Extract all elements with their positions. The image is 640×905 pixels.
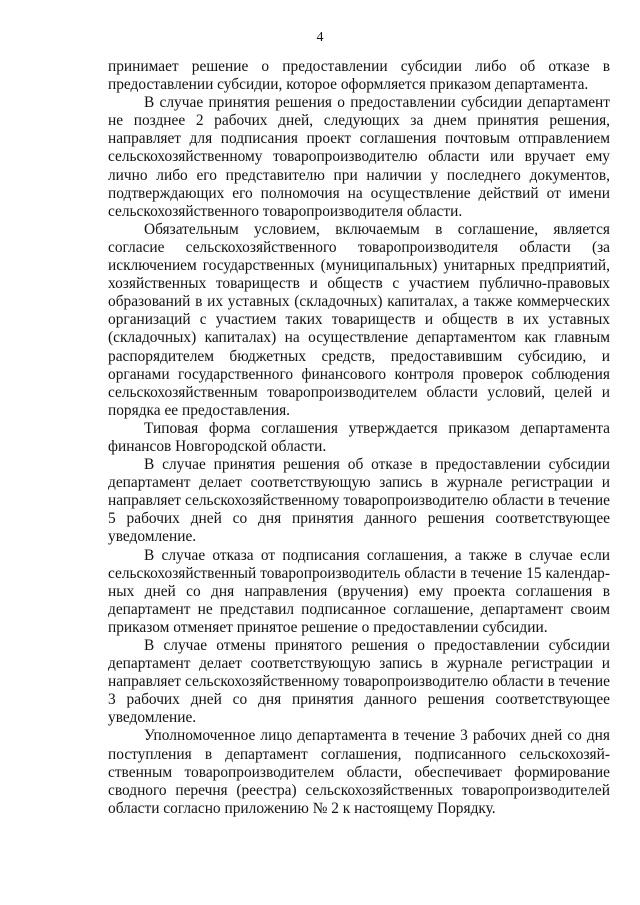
document-body xyxy=(108,58,610,818)
paragraph-registry-formation: Уполномоченное лицо департамента в течение 3 рабочих дней со дня поступления в департамент соглашения, подписанного сельскохозяйственным товаропроизводителем области, обеспечивает формирование сводного перечня (реестра) сельскохозяйственных товаропроизводителей области согласно приложению № 2 к настоящему Порядку. xyxy=(108,727,610,817)
paragraph-refusal-to-sign: В случае отказа от подписания соглашения, а также в случае если сельскохозяйственный товаропроизводитель области в течение 15 календарных дней со дня направления (вручения) ему проекта соглашения в департамент не представил подписанное соглашение, департамент своим приказом отменяет принятое решение о предоставлении субсидии. xyxy=(108,546,610,636)
paragraph-mandatory-condition: Обязательным условием, включаемым в соглашение, является согласие сельскохозяйственного товаропроизводителя области (за исключением государственных (муниципальных) унитарных предприятий, хозяйственных товариществ и обществ с участием публично-правовых образований в их уставных (складочных) капиталах, а также коммерческих организаций с участием таких товариществ и обществ в их уставных (складочных) капиталах) на осуществление департаментом как главным распорядителем бюджетных средств, предоставившим субсидию, и органами государственного финансового контроля проверок соблюдения сельскохозяйственным товаропроизводителем области условий, целей и порядка ее предоставления. xyxy=(108,220,610,419)
paragraph-standard-form: Типовая форма соглашения утверждается приказом департамента финансов Новгородской области. xyxy=(108,419,610,455)
paragraph-refusal-decision: В случае принятия решения об отказе в предоставлении субсидии департамент делает соответствующую запись в журнале регистрации и направляет сельскохозяйственному товаропроизводителю области в течение 5 рабочих дней со дня принятия данного решения соответствующее уведомление. xyxy=(108,456,610,546)
paragraph-continuation: принимает решение о предоставлении субсидии либо об отказе в предоставлении субсидии, которое оформляется приказом департамента. xyxy=(108,58,610,94)
paragraph-decision-cancellation: В случае отмены принятого решения о предоставлении субсидии департамент делает соответствующую запись в журнале регистрации и направляет сельскохозяйственному товаропроизводителю области в течение 3 рабочих дней со дня принятия данного решения соответствующее уведомление. xyxy=(108,637,610,727)
paragraph-agreement-sending: В случае принятия решения о предоставлении субсидии департамент не позднее 2 рабочих дней, следующих за днем принятия решения, направляет для подписания проект соглашения почтовым отправлением сельскохозяйственному товаропроизводителю области или вручает ему лично либо его представителю при наличии у последнего документов, подтверждающих его полномочия на осуществление действий от имени сельскохозяйственного товаропроизводителя области. xyxy=(108,94,610,220)
page-number: 4 xyxy=(316,30,324,45)
